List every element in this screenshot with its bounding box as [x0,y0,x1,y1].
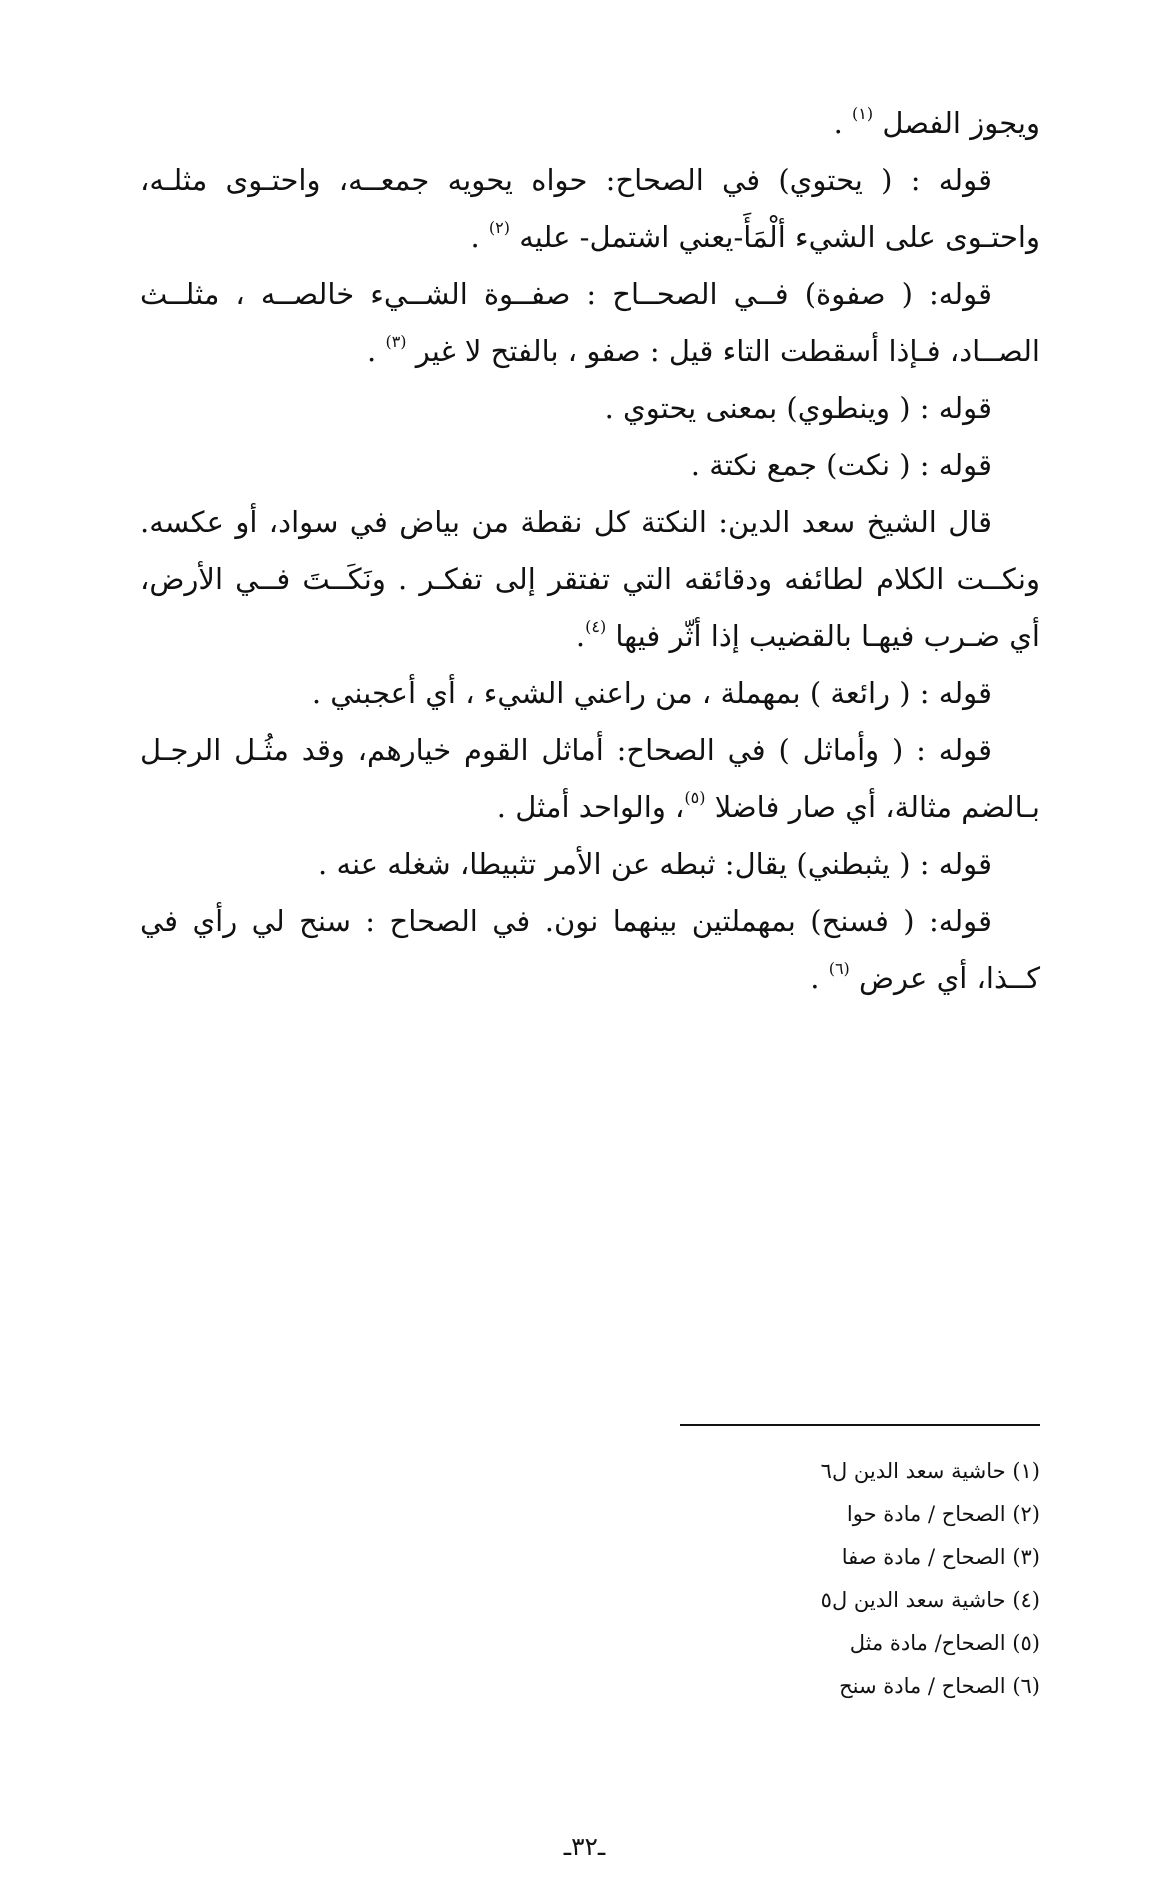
footnote-2: (٢) الصحاح / مادة حوا [846,1502,1040,1526]
paragraph-8: قوله : ( وأماثل ) في الصحاح: أماثل القوم خيارهم، وقد مثُـل الرجـل بـالضم مثالة، أي صار فاضلا $^{(٥)}$، والواحد أمثل . [140,733,1040,824]
footnote-ref-1: (١) [852,104,874,123]
footnote-ref-6: (٦) [828,959,850,978]
page-number: ـ٣٢ـ [563,1832,606,1861]
footnote-5: (٥) الصحاح/ مادة مثل [849,1631,1040,1655]
paragraph-5: قوله : ( نكت) جمع نكتة . [690,448,992,482]
paragraph-1: ويجوز الفصل $^{(١)}$ . [833,104,1040,140]
paragraph-10: قوله: ( فسنح) بمهملتين بينهما نون. في الصحاح : سنح لي رأي في كــذا، أي عرض $^{(٦)}$ . [140,904,1040,995]
paragraph-6: قال الشيخ سعد الدين: النكتة كل نقطة من بياض في سواد، أو عكسه. ونكــت الكلام لطائفه ودقائقه التي تفتقر إلى تفكـر . ونَكَــتَ فــي الأرض، أي ضـرب فيهـا بالقضيب إذا أثّر فيها $^{(٤)}$. [140,505,1040,653]
footnote-1: (١) حاشية سعد الدين ل٦ [820,1459,1040,1483]
footnote-ref-2: (٢) [488,218,510,237]
paragraph-2: قوله : ( يحتوي) في الصحاح: حواه يحويه جمعــه، واحتـوى مثلـه، واحتـوى على الشيء ألْمَأَ-يعني اشتمل- عليه $^{(٢)}$ . [140,163,1040,254]
footnote-4: (٤) حاشية سعد الدين ل٥ [820,1588,1040,1612]
footnote-ref-3: (٣) [385,332,407,351]
paragraph-7: قوله : ( رائعة ) بمهملة ، من راعني الشيء ، أي أعجبني . [311,676,992,710]
footnotes [680,1450,1040,1708]
paragraph-4: قوله : ( وينطوي) بمعنى يحتوي . [604,391,992,425]
footnote-ref-5: (٥) [684,788,706,807]
paragraph-9: قوله : ( يثبطني) يقال: ثبطه عن الأمر تثبيطا، شغله عنه . [318,847,992,881]
footnote-3: (٣) الصحاح / مادة صفا [841,1545,1040,1569]
main-text [140,95,1040,1007]
footnote-6: (٦) الصحاح / مادة سنح [839,1674,1040,1698]
footnote-ref-4: (٤) [585,617,607,636]
paragraph-3: قوله: ( صفوة) فــي الصحــاح : صفــوة الشــيء خالصــه ، مثلــث الصــاد، فـإذا أسقطت التاء قيل : صفو ، بالفتح لا غير $^{(٣)}$ . [140,277,1040,368]
footnote-divider [680,1424,1040,1426]
